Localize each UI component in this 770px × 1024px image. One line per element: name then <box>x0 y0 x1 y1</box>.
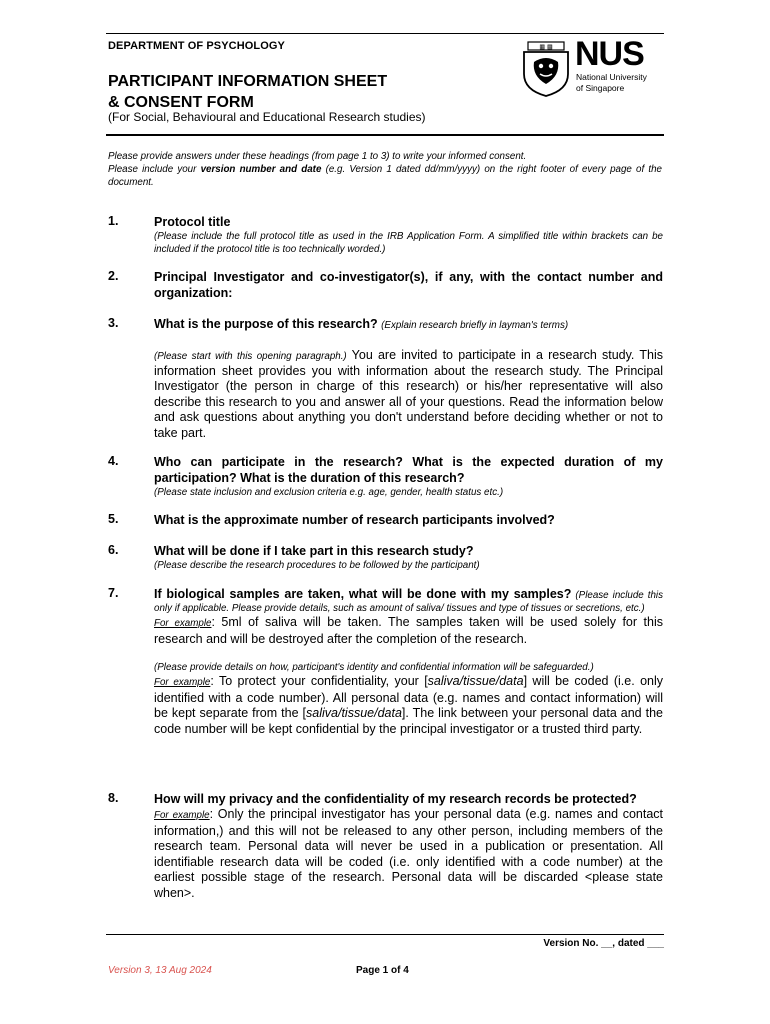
example-text: ] will be coded (i.e. only identified with a code number). All personal data (e.g. names and contact information) will be kept separate from the [ <box>154 674 663 720</box>
example-italic: saliva/tissue/data <box>306 706 402 720</box>
instructions-line-2 <box>108 163 662 189</box>
section-heading-note: (Explain research briefly in layman's terms) <box>381 320 569 331</box>
logo-subtitle <box>576 72 647 94</box>
page-number: Page 1 of 4 <box>356 965 409 976</box>
section-heading: Who can participate in the research? What is the expected duration of my participation? What is the duration of this research? <box>154 455 663 485</box>
nus-logo <box>520 35 660 100</box>
header-divider <box>106 134 664 136</box>
section-heading-row <box>154 586 663 615</box>
paragraph-note: (Please start with this opening paragraph.) <box>154 351 347 362</box>
section-number: 4. <box>108 454 119 468</box>
version-placeholder: Version No. __, dated ___ <box>543 938 664 949</box>
footer-divider <box>106 934 664 935</box>
paragraph-text: You are invited to participate in a research study. This information sheet provides you with information about the research study. The Principal Investigator (the person in charge of this research) or his/her representative will also describe this research to you and answer all of your questions. Read the information below and ask questions about anything you don't understand before deciding whether or not to take part. <box>154 348 663 440</box>
section-number: 3. <box>108 316 119 330</box>
svg-text:▦ ▦: ▦ ▦ <box>539 43 553 51</box>
section-heading: What will be done if I take part in this research study? <box>154 544 474 558</box>
example-label: For example <box>154 618 212 629</box>
nus-crest-icon <box>520 40 572 98</box>
department-name: DEPARTMENT OF PSYCHOLOGY <box>108 40 285 52</box>
page-title <box>108 71 387 113</box>
section-number: 8. <box>108 791 119 805</box>
example-text: : To protect your confidentiality, your [ <box>210 674 428 688</box>
section-heading: What is the approximate number of research participants involved? <box>154 513 555 527</box>
section-heading: Protocol title <box>154 215 231 229</box>
section-heading: Principal Investigator and co-investigator(s), if any, with the contact number and organization: <box>154 270 663 300</box>
title-line-2: & CONSENT FORM <box>108 94 254 111</box>
example-text: : 5ml of saliva will be taken. The samples taken will be used solely for this research and will be destroyed after the completion of the research. <box>154 615 663 646</box>
instructions-line-1: Please provide answers under these headings (from page 1 to 3) to write your informed consent. <box>108 151 527 162</box>
title-line-1: PARTICIPANT INFORMATION SHEET <box>108 73 388 90</box>
logo-wordmark: NUS <box>575 35 644 73</box>
section-note: (Please state inclusion and exclusion criteria e.g. age, gender, health status etc.) <box>154 487 504 498</box>
section-number: 7. <box>108 586 119 600</box>
example-text: ]. The link between your personal data and the code number will be kept confidential by the principal investigator or a trusted third party. <box>154 706 664 736</box>
page-subtitle: (For Social, Behavioural and Educational Research studies) <box>108 110 426 124</box>
example-1 <box>154 807 663 901</box>
example-label: For example <box>154 677 211 688</box>
document-version: Version 3, 13 Aug 2024 <box>108 965 212 976</box>
example-label: For example <box>154 810 210 821</box>
example-italic: saliva/tissue/data <box>427 674 524 688</box>
example-1 <box>154 615 663 647</box>
example-text: : Only the principal investigator has your personal data (e.g. names and contact information,) and this will not be released to any other person, including members of the research team. Personal data will never be used in a publication or presentation. All identifiable research data will be coded (i.e. only identified with a code number) at the earliest possible stage of the research. Personal data will be discarded <please state when>. <box>154 807 663 900</box>
instructions <box>108 150 662 189</box>
section-note: (Please include the full protocol title as used in the IRB Application Form. A simplified title within brackets can be included if the protocol title is too technically worded.) <box>154 231 663 255</box>
section-note: (Please describe the research procedures to be followed by the participant) <box>154 560 480 571</box>
instructions-text: Please include your <box>108 164 201 175</box>
top-divider <box>106 33 664 34</box>
logo-subtitle-line-1: National University <box>576 72 647 82</box>
section-number: 1. <box>108 214 119 228</box>
section-paragraph <box>154 348 663 441</box>
example-2 <box>154 674 663 737</box>
section-heading: How will my privacy and the confidentiality of my research records be protected? <box>154 792 637 806</box>
section-number: 6. <box>108 543 119 557</box>
instructions-text: (e.g. Version 1 dated dd/mm/yyyy) on the right footer of every page of the document. <box>108 164 662 188</box>
logo-subtitle-line-2: of Singapore <box>576 83 625 93</box>
section-number: 5. <box>108 512 119 526</box>
section-note: (Please provide details on how, participant's identity and confidential information will be safeguarded.) <box>154 662 594 673</box>
section-heading: If biological samples are taken, what will be done with my samples? <box>154 587 572 601</box>
instructions-emphasis: version number and date <box>200 164 322 175</box>
section-heading-row <box>154 316 663 334</box>
section-number: 2. <box>108 269 119 283</box>
section-heading-note: (Please include this only if applicable. Please provide details, such as amount of saliva/ tissues and type of tissues or secretions, etc.) <box>154 590 663 614</box>
section-heading: What is the purpose of this research? <box>154 317 378 331</box>
